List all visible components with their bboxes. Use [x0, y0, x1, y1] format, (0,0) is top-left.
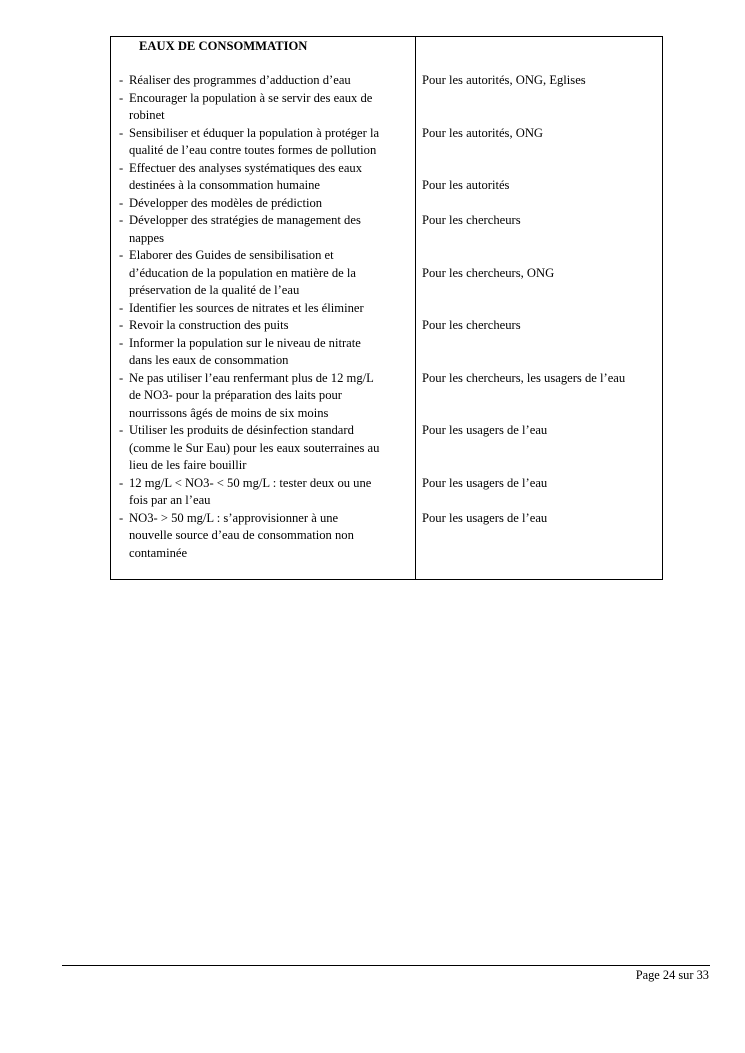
action-item-continuation: nappes — [129, 231, 164, 245]
actor-label: Pour les chercheurs — [422, 318, 521, 332]
action-item: - Effectuer des analyses systématiques des eaux — [119, 161, 363, 175]
action-item-continuation: nourrissons âgés de moins de six moins — [129, 406, 329, 420]
action-item: - Revoir la construction des puits — [119, 318, 289, 332]
action-item-continuation: qualité de l’eau contre toutes formes de pollution — [129, 143, 377, 157]
action-item: - Encourager la population à se servir des eaux de — [119, 91, 373, 105]
action-item: - Elaborer des Guides de sensibilisation et — [119, 248, 334, 262]
recommendations-table — [110, 36, 663, 580]
actor-label: Pour les usagers de l’eau — [422, 423, 548, 437]
actor-label: Pour les chercheurs, les usagers de l’eau — [422, 371, 626, 385]
action-item-continuation: nouvelle source d’eau de consommation non — [129, 528, 354, 542]
column-divider — [415, 37, 416, 579]
action-item-continuation: robinet — [129, 108, 165, 122]
action-item-continuation: lieu de les faire bouillir — [129, 458, 247, 472]
action-item-continuation: (comme le Sur Eau) pour les eaux souterraines au — [129, 441, 380, 455]
action-item: - Développer des stratégies de management des — [119, 213, 361, 227]
action-item: - 12 mg/L < NO3- < 50 mg/L : tester deux ou une — [119, 476, 372, 490]
actor-label: Pour les chercheurs — [422, 213, 521, 227]
action-item: - NO3- > 50 mg/L : s’approvisionner à une — [119, 511, 339, 525]
action-item-continuation: destinées à la consommation humaine — [129, 178, 320, 192]
actor-label: Pour les autorités — [422, 178, 510, 192]
actor-label: Pour les usagers de l’eau — [422, 476, 548, 490]
action-item-continuation: de NO3- pour la préparation des laits pour — [129, 388, 342, 402]
action-item-continuation: contaminée — [129, 546, 188, 560]
section-heading: EAUX DE CONSOMMATION — [139, 39, 308, 53]
action-item: - Informer la population sur le niveau de nitrate — [119, 336, 361, 350]
action-item: - Réaliser des programmes d’adduction d’eau — [119, 73, 351, 87]
action-item-continuation: préservation de la qualité de l’eau — [129, 283, 300, 297]
action-item-continuation: dans les eaux de consommation — [129, 353, 289, 367]
action-item: - Ne pas utiliser l’eau renfermant plus de 12 mg/L — [119, 371, 374, 385]
action-item-continuation: fois par an l’eau — [129, 493, 211, 507]
action-item: - Sensibiliser et éduquer la population à protéger la — [119, 126, 380, 140]
action-item: - Identifier les sources de nitrates et les éliminer — [119, 301, 364, 315]
footer-rule — [62, 965, 710, 966]
action-item-continuation: d’éducation de la population en matière de la — [129, 266, 356, 280]
action-item: - Développer des modèles de prédiction — [119, 196, 323, 210]
actor-label: Pour les usagers de l’eau — [422, 511, 548, 525]
actor-label: Pour les autorités, ONG — [422, 126, 544, 140]
actor-label: Pour les chercheurs, ONG — [422, 266, 555, 280]
actor-label: Pour les autorités, ONG, Eglises — [422, 73, 586, 87]
page-number: Page 24 sur 33 — [635, 968, 709, 982]
action-item: - Utiliser les produits de désinfection standard — [119, 423, 354, 437]
